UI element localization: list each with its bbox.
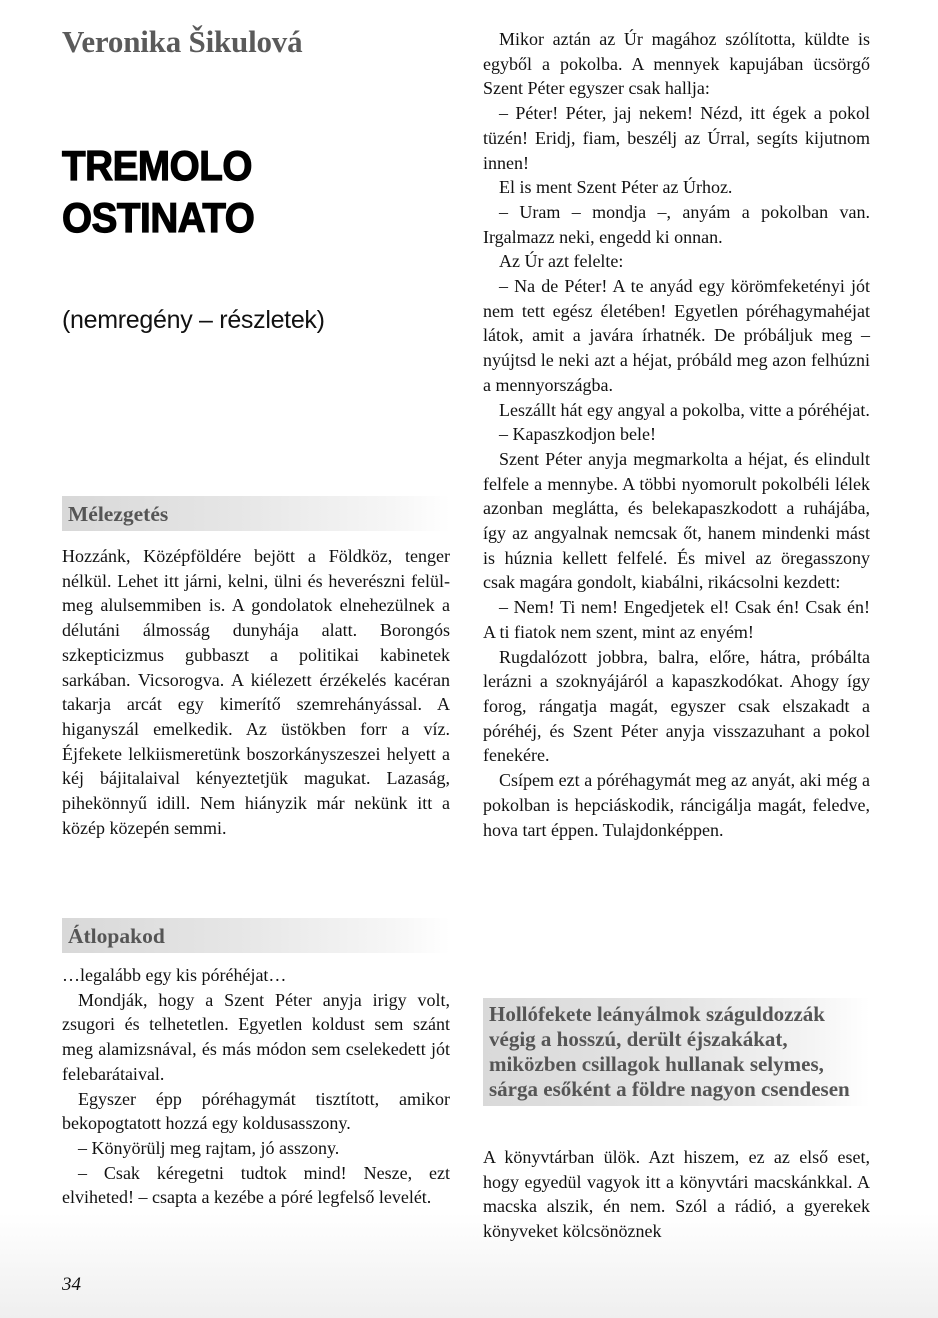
paragraph: – Könyörülj meg rajtam, jó asszony. [78, 1137, 340, 1158]
paragraph: – Na de Péter! A te anyád egy körömfeketényi jót nem tett egész életében! Egyetlen póréhagymahéjat látok, amit a javára írhatnék. De próbáljuk meg – nyújtsd le neki azt a héjat, próbáld meg azon felhúzni a mennyországba. [483, 276, 870, 395]
paragraph: – Csak kéregetni tudtok mind! Nesze, ezt elviheted! – csapta a kezébe a póré legfelső levelét. [62, 1162, 450, 1208]
section-text [62, 963, 450, 1210]
left-column [62, 22, 450, 1208]
author-name: Veronika Šikulová [62, 24, 303, 59]
title-line-1: TREMOLO [62, 142, 252, 189]
right-column [483, 27, 870, 1242]
paragraph: – Uram – mondja –, anyám a pokolban van. Irgalmazz neki, engedd ki onnan. [483, 201, 870, 247]
paragraph: Az Úr azt felelte: [499, 251, 624, 272]
paragraph: El is ment Szent Péter az Úrhoz. [499, 177, 733, 198]
page-number: 34 [62, 1274, 81, 1295]
paragraph: Hozzánk, Középföldére bejött a Földköz, tenger nélkül. Lehet itt járni, kelni, ülni és heverészni felül- meg alulsemmiben is. A gondolatok elnehezülnek a délutáni álmosság dunyhája alatt. Borongós szkepticizmus gubbaszt a politikai kabinetek sarkában. Vicsorogva. A kiélezett érzékelés kacéran takarja arcát egy kimerítő szemrehányással. A higanyszál emelkedik. Az üstökben forr a víz. Éjfekete lelkiismeretünk boszorkányszeszei helyett a kéj bájitalaival kényeztetjük magukat. Lazaság, pihekönnyű idill. Nem hiányzik már nekünk itt a közép közepén semmi. [62, 546, 450, 838]
paragraph: A könyvtárban ülök. Azt hiszem, ez az első eset, hogy egyedül vagyok itt a könyvtári macskánkkal. A macska alszik, én nem. Szól a rádió, a gyerekek könyveket kölcsönöznek [483, 1147, 870, 1242]
section-heading: Átlopakod [62, 918, 450, 953]
story-text [483, 27, 870, 842]
pull-quote-heading: Hollófekete leányálmok száguldozzák végig a hosszú, derült éjszakákat, miközben csillagok hullanak selymes, sárga esőként a földre nagyon csendesen [483, 998, 870, 1106]
paragraph: – Péter! Péter, jaj nekem! Nézd, itt égek a pokol tüzén! Eridj, fiam, beszélj az Úrral, segíts kijutnom innen! [483, 103, 870, 173]
title-line-2: OSTINATO [62, 194, 255, 241]
section-text [62, 544, 450, 840]
paragraph: …legalább egy kis póréhéjat… [62, 965, 287, 985]
paragraph: Szent Péter anyja megmarkolta a héjat, és elindult felfele a mennybe. A többi nyomorult pokolbéli lélek azonban meglátta, és belekapaszkodott a ruhájába, így az angyalnak nemcsak őt, hanem mindenki mást is húznia kellett felfelé. És mivel az öregasszony csak magára gondolt, kiabálni, rikácsolni kezdett: [483, 448, 870, 593]
paragraph: Csípem ezt a póréhagymát meg az anyát, aki még a pokolban is hepciáskodik, ráncigálja magát, feledve, hova tart éppen. Tulajdonképpen. [483, 770, 870, 840]
paragraph: Mondják, hogy a Szent Péter anyja irigy volt, zsugori és telhetetlen. Egyetlen koldust sem szánt meg alamizsnával, és más módon sem cselekedett jót felebarátaival. [62, 989, 450, 1084]
paragraph: Mikor aztán az Úr magához szólította, küldte is egyből a pokolba. A mennyek kapujában ücsörgő Szent Péter egyszer csak hallja: [483, 29, 870, 99]
paragraph: Rugdalózott jobbra, balra, előre, hátra, próbálta lerázni a szoknyájáról a kapaszkodókat. Ahogy így forog, rángatja magát, egyszer csak elszakadt a póréhéj, és Szent Péter anyja visszazuhant a pokol fenekére. [483, 646, 870, 766]
section-heading: Mélezgetés [62, 496, 450, 531]
paragraph: Egyszer épp póréhagymát tisztított, amikor bekopogtatott hozzá egy koldusasszony. [62, 1088, 450, 1134]
paragraph: Leszállt hát egy angyal a pokolba, vitte a póréhéjat. [499, 399, 870, 420]
paragraph: – Nem! Ti nem! Engedjetek el! Csak én! Csak én! A ti fiatok nem szent, mint az enyém! [483, 597, 870, 642]
section-text [483, 1145, 870, 1244]
paragraph: – Kapaszkodjon bele! [499, 424, 656, 445]
subtitle: (nemregény – részletek) [62, 306, 325, 334]
section-melezgetes [62, 496, 450, 840]
title [62, 140, 254, 244]
section-atlopakod [62, 918, 450, 1210]
